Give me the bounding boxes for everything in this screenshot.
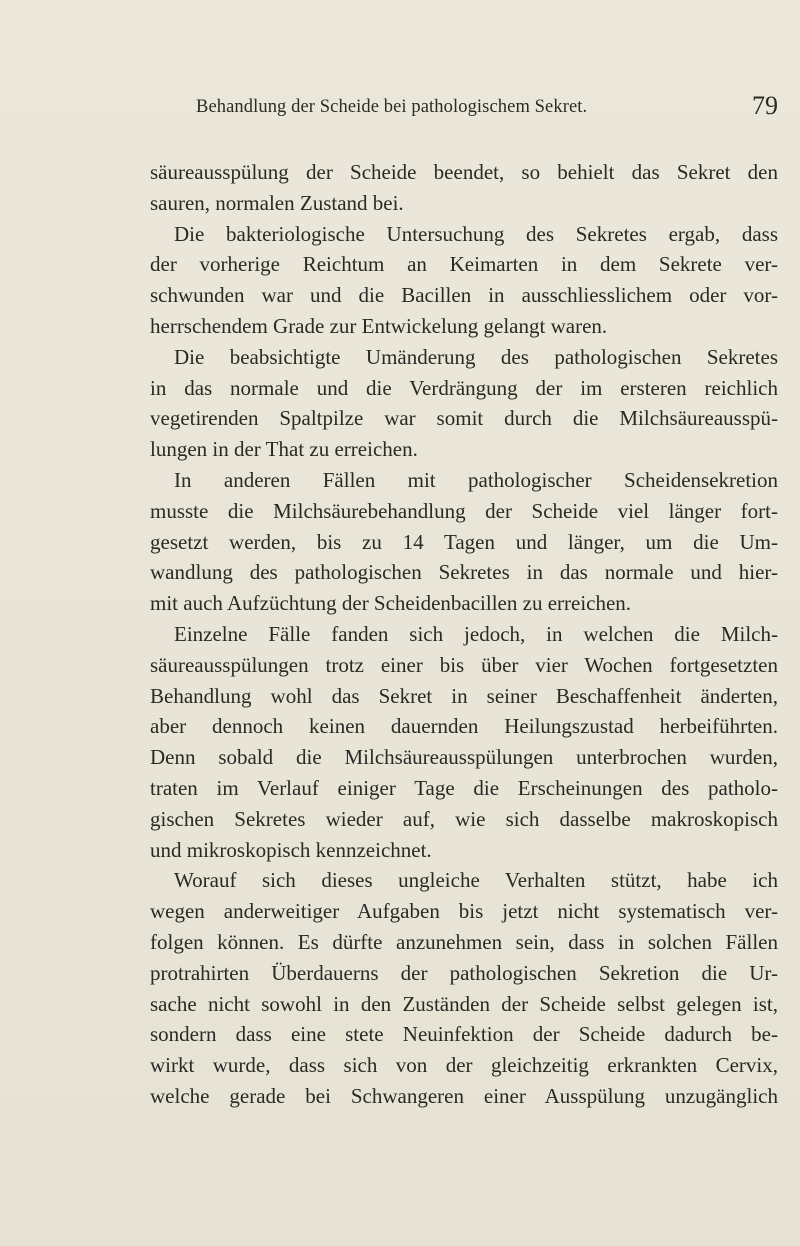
page-number: 79: [752, 91, 778, 120]
running-title: Behandlung der Scheide bei pathologischem Sekret.: [196, 97, 588, 117]
text-line: Die bakteriologische Untersuchung des Sekretes ergab, dass: [174, 221, 778, 246]
text-line: sache nicht sowohl in den Zuständen der Scheide selbst gelegen ist,: [150, 991, 778, 1016]
text-line: säureausspülung der Scheide beendet, so behielt das Sekret den: [150, 160, 778, 184]
running-head: [196, 91, 778, 133]
text-line: herrschendem Grade zur Entwickelung gelangt waren.: [150, 313, 608, 338]
text-line: wandlung des pathologischen Sekretes in das normale und hier-: [150, 560, 778, 585]
text-line: gesetzt werden, bis zu 14 Tagen und länger, um die Um-: [150, 529, 778, 554]
text-line: Die beabsichtigte Umänderung des pathologischen Sekretes: [174, 344, 778, 369]
text-line: Einzelne Fälle fanden sich jedoch, in welchen die Milch-: [174, 621, 778, 646]
text-line: wirkt wurde, dass sich von der gleichzeitig erkrankten Cervix,: [150, 1053, 778, 1078]
text-line: in das normale und die Verdrängung der im ersteren reichlich: [150, 375, 778, 400]
text-line: protrahirten Überdauerns der pathologischen Sekretion die Ur-: [150, 960, 778, 985]
text-line: sondern dass eine stete Neuinfektion der Scheide dadurch be-: [150, 1022, 778, 1047]
text-line: säureausspülungen trotz einer bis über vier Wochen fortgesetzten: [150, 652, 778, 677]
text-line: der vorherige Reichtum an Keimarten in dem Sekrete ver-: [150, 252, 778, 277]
text-line: Worauf sich dieses ungleiche Verhalten stützt, habe ich: [174, 868, 778, 893]
text-line: schwunden war und die Bacillen in ausschliesslichem oder vor-: [150, 283, 778, 308]
text-line: In anderen Fällen mit pathologischer Scheidensekretion: [174, 467, 778, 492]
text-line: musste die Milchsäurebehandlung der Scheide viel länger fort-: [150, 498, 778, 523]
text-line: lungen in der That zu erreichen.: [150, 437, 418, 462]
text-line: wegen anderweitiger Aufgaben bis jetzt nicht systematisch ver-: [150, 899, 778, 924]
text-line: sauren, normalen Zustand bei.: [150, 190, 404, 215]
text-line: welche gerade bei Schwangeren einer Ausspülung unzugänglich: [150, 1083, 778, 1108]
body-text: [150, 157, 778, 1112]
text-line: vegetirenden Spaltpilze war somit durch die Milchsäureausspü-: [150, 406, 778, 431]
text-line: und mikroskopisch kennzeichnet.: [150, 837, 432, 862]
text-line: aber dennoch keinen dauernden Heilungszustad herbeiführten.: [150, 714, 778, 739]
text-line: Behandlung wohl das Sekret in seiner Beschaffenheit änderten,: [150, 683, 778, 708]
text-line: Denn sobald die Milchsäureausspülungen unterbrochen wurden,: [150, 745, 778, 770]
text-line: folgen können. Es dürfte anzunehmen sein, dass in solchen Fällen: [150, 929, 778, 954]
text-line: traten im Verlauf einiger Tage die Erscheinungen des patholo-: [150, 775, 778, 800]
text-line: mit auch Aufzüchtung der Scheidenbacillen zu erreichen.: [150, 591, 632, 616]
text-line: gischen Sekretes wieder auf, wie sich dasselbe makroskopisch: [150, 806, 778, 831]
